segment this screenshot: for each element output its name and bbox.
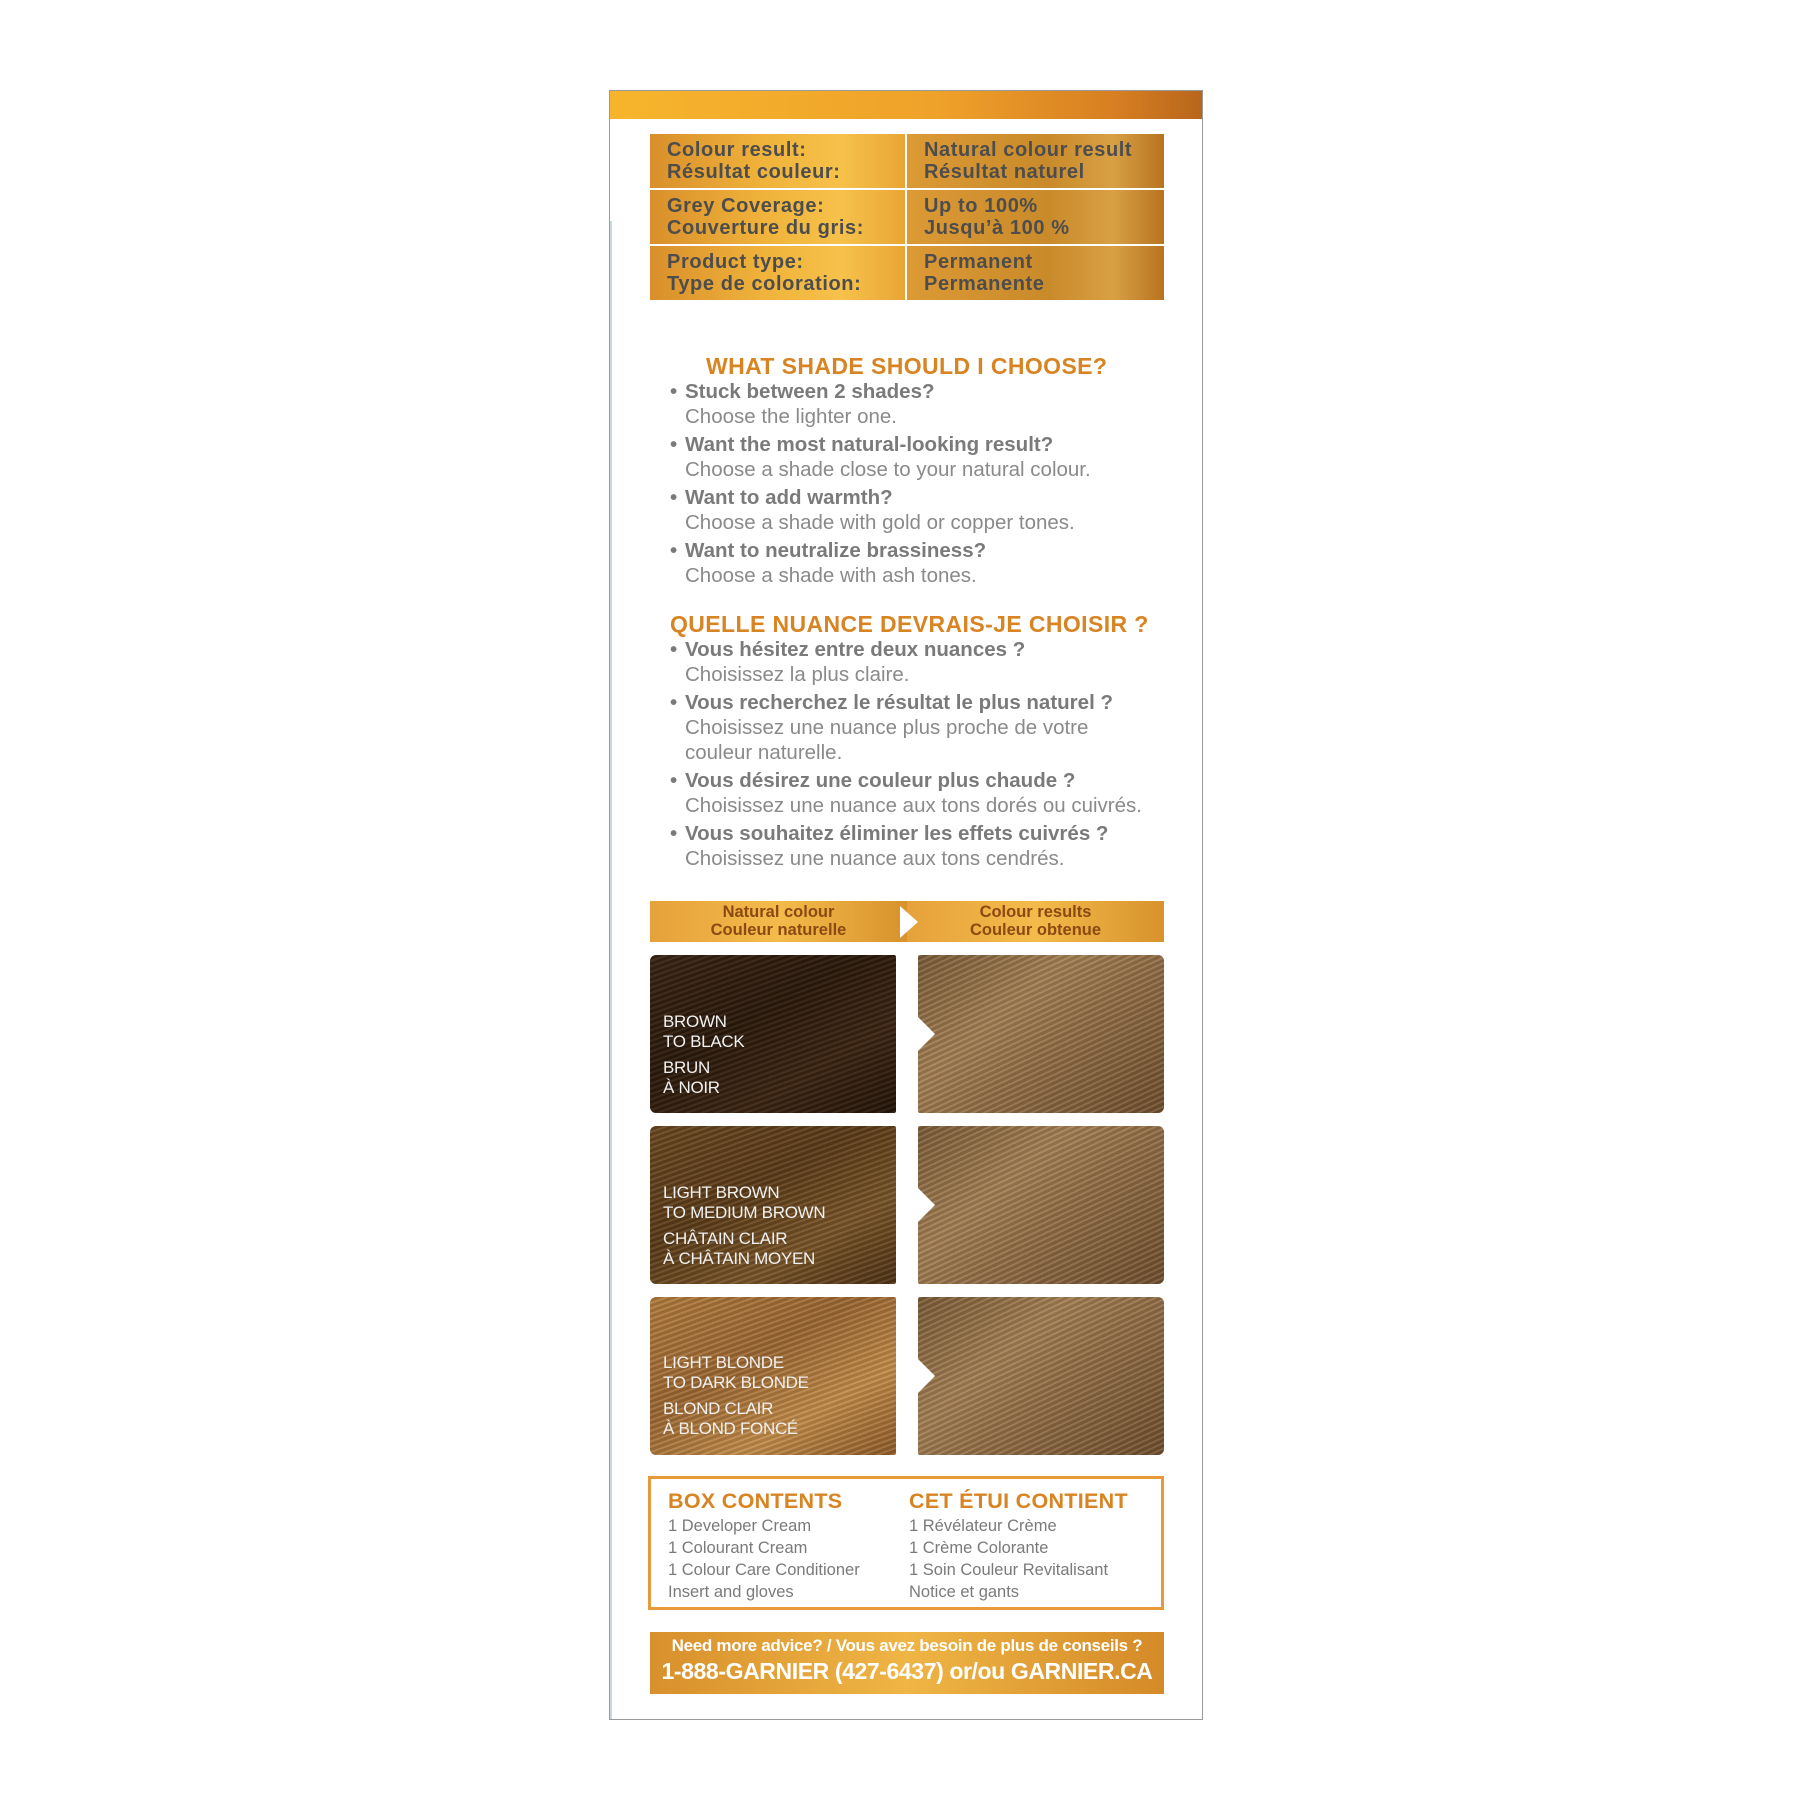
advice-item (670, 432, 1190, 482)
advice-answer: Choisissez la plus claire. (685, 663, 910, 686)
info-value-fr: Résultat naturel (924, 161, 1085, 183)
colour-chart-header (650, 901, 1164, 942)
header-natural-en: Natural colour (722, 903, 835, 921)
info-value-fr: Permanente (924, 273, 1045, 295)
header-natural-colour (650, 901, 907, 942)
swatch-label (663, 1183, 825, 1269)
arrow-right-icon (900, 906, 918, 938)
box-item: 1 Révélateur Crème (909, 1517, 1057, 1535)
advice-answer: Choisissez une nuance aux tons dorés ou cuivrés. (685, 794, 1142, 817)
info-label-en: Product type: (667, 251, 804, 273)
advice-question: Vous souhaitez éliminer les effets cuivrés ? (685, 822, 1109, 845)
info-label-fr: Type de coloration: (667, 273, 862, 295)
info-value (907, 190, 1164, 244)
notch-arrow-icon (918, 1357, 935, 1395)
swatch-label-en: LIGHT BROWN (663, 1183, 780, 1202)
advice-item (670, 637, 1190, 687)
swatch-label-en: TO BLACK (663, 1032, 745, 1051)
bullet-icon: • (670, 539, 678, 562)
swatch-label (663, 1012, 744, 1098)
shade-advice-en (670, 353, 1190, 588)
advice-answer: Choose the lighter one. (685, 405, 897, 428)
info-value-en: Up to 100% (924, 195, 1038, 217)
advice-item (670, 379, 1190, 429)
result-hair-swatch (918, 955, 1164, 1113)
info-label (650, 134, 905, 188)
header-natural-fr: Couleur naturelle (710, 921, 847, 939)
info-row-colour-result (650, 134, 1164, 188)
info-label (650, 246, 905, 300)
result-hair-swatch (918, 1297, 1164, 1455)
panel-edge (610, 221, 612, 1720)
notch-arrow-icon (918, 1015, 935, 1053)
bullet-icon: • (670, 380, 678, 403)
info-value (907, 246, 1164, 300)
swatch-label-en: BROWN (663, 1012, 727, 1031)
advice-item (670, 821, 1190, 871)
box-item: 1 Developer Cream (668, 1517, 812, 1535)
bullet-icon: • (670, 691, 678, 714)
advice-answer: Choisissez une nuance plus proche de votre couleur naturelle. (685, 716, 1089, 764)
advice-question: Want the most natural-looking result? (685, 433, 1054, 456)
swatch-label-fr: CHÂTAIN CLAIR (663, 1229, 788, 1248)
header-colour-results (907, 901, 1164, 942)
swatch-label-fr: À NOIR (663, 1078, 720, 1097)
contact-phone-website: 1-888-GARNIER (427-6437) or/ou GARNIER.CA (661, 1658, 1153, 1684)
natural-hair-swatch (650, 1126, 896, 1284)
contact-banner (650, 1632, 1164, 1694)
bullet-icon: • (670, 486, 678, 509)
info-label-fr: Résultat couleur: (667, 161, 841, 183)
info-value-fr: Jusqu’à 100 % (924, 217, 1070, 239)
box-contents-title-fr: CET ÉTUI CONTIENT (909, 1489, 1128, 1513)
box-item: 1 Colour Care Conditioner (668, 1561, 860, 1579)
advice-question: Vous recherchez le résultat le plus naturel ? (685, 691, 1113, 714)
advice-question: Stuck between 2 shades? (685, 380, 935, 403)
box-item: Notice et gants (909, 1583, 1020, 1601)
header-result-fr: Couleur obtenue (969, 921, 1102, 939)
info-row-grey-coverage (650, 190, 1164, 244)
swatch-row-brown-to-black (650, 955, 1164, 1113)
advice-answer: Choose a shade close to your natural colour. (685, 458, 1091, 481)
advice-question: Vous hésitez entre deux nuances ? (685, 638, 1026, 661)
box-contents-title-en: BOX CONTENTS (668, 1489, 843, 1513)
swatch-row-light-to-dark-blonde (650, 1297, 1164, 1455)
box-item: 1 Crème Colorante (909, 1539, 1049, 1557)
bullet-icon: • (670, 822, 678, 845)
top-color-bar (610, 91, 1202, 119)
advice-question: Want to add warmth? (685, 486, 893, 509)
box-item: 1 Soin Couleur Revitalisant (909, 1561, 1109, 1579)
product-box-side-panel (609, 90, 1203, 1720)
info-value-en: Permanent (924, 251, 1033, 273)
swatch-row-light-to-medium-brown (650, 1126, 1164, 1284)
header-result-en: Colour results (979, 903, 1092, 921)
info-row-product-type (650, 246, 1164, 300)
advice-question: Vous désirez une couleur plus chaude ? (685, 769, 1076, 792)
advice-item (670, 690, 1190, 765)
info-label-fr: Couverture du gris: (667, 217, 864, 239)
swatch-label-en: LIGHT BLONDE (663, 1353, 784, 1372)
swatch-label-fr: À BLOND FONCÉ (663, 1419, 798, 1438)
box-contents-fr (909, 1489, 1149, 1607)
contact-advice-text: Need more advice? / Vous avez besoin de plus de conseils ? (671, 1636, 1143, 1655)
natural-hair-swatch (650, 955, 896, 1113)
swatch-label-fr: BRUN (663, 1058, 710, 1077)
box-item: 1 Colourant Cream (668, 1539, 808, 1557)
swatch-label-en: TO DARK BLONDE (663, 1373, 809, 1392)
info-label-en: Colour result: (667, 139, 807, 161)
advice-answer: Choisissez une nuance aux tons cendrés. (685, 847, 1065, 870)
advice-title-fr: QUELLE NUANCE DEVRAIS-JE CHOISIR ? (670, 611, 1149, 637)
info-value-en: Natural colour result (924, 139, 1133, 161)
bullet-icon: • (670, 638, 678, 661)
advice-title-en: WHAT SHADE SHOULD I CHOOSE? (706, 353, 1108, 379)
result-hair-swatch (918, 1126, 1164, 1284)
swatch-label (663, 1353, 809, 1439)
advice-item (670, 538, 1190, 588)
info-label-en: Grey Coverage: (667, 195, 825, 217)
box-item: Insert and gloves (668, 1583, 794, 1601)
notch-arrow-icon (918, 1186, 935, 1224)
box-contents (648, 1476, 1164, 1610)
advice-answer: Choose a shade with gold or copper tones. (685, 511, 1075, 534)
advice-item (670, 485, 1190, 535)
product-info-table (650, 134, 1164, 302)
swatch-label-fr: BLOND CLAIR (663, 1399, 774, 1418)
shade-advice-fr (670, 611, 1190, 871)
info-label (650, 190, 905, 244)
advice-question: Want to neutralize brassiness? (685, 539, 987, 562)
swatch-label-fr: À CHÂTAIN MOYEN (663, 1249, 815, 1268)
bullet-icon: • (670, 433, 678, 456)
advice-answer: Choose a shade with ash tones. (685, 564, 977, 587)
bullet-icon: • (670, 769, 678, 792)
info-value (907, 134, 1164, 188)
swatch-label-en: TO MEDIUM BROWN (663, 1203, 826, 1222)
natural-hair-swatch (650, 1297, 896, 1455)
box-contents-en (668, 1489, 908, 1607)
advice-item (670, 768, 1190, 818)
